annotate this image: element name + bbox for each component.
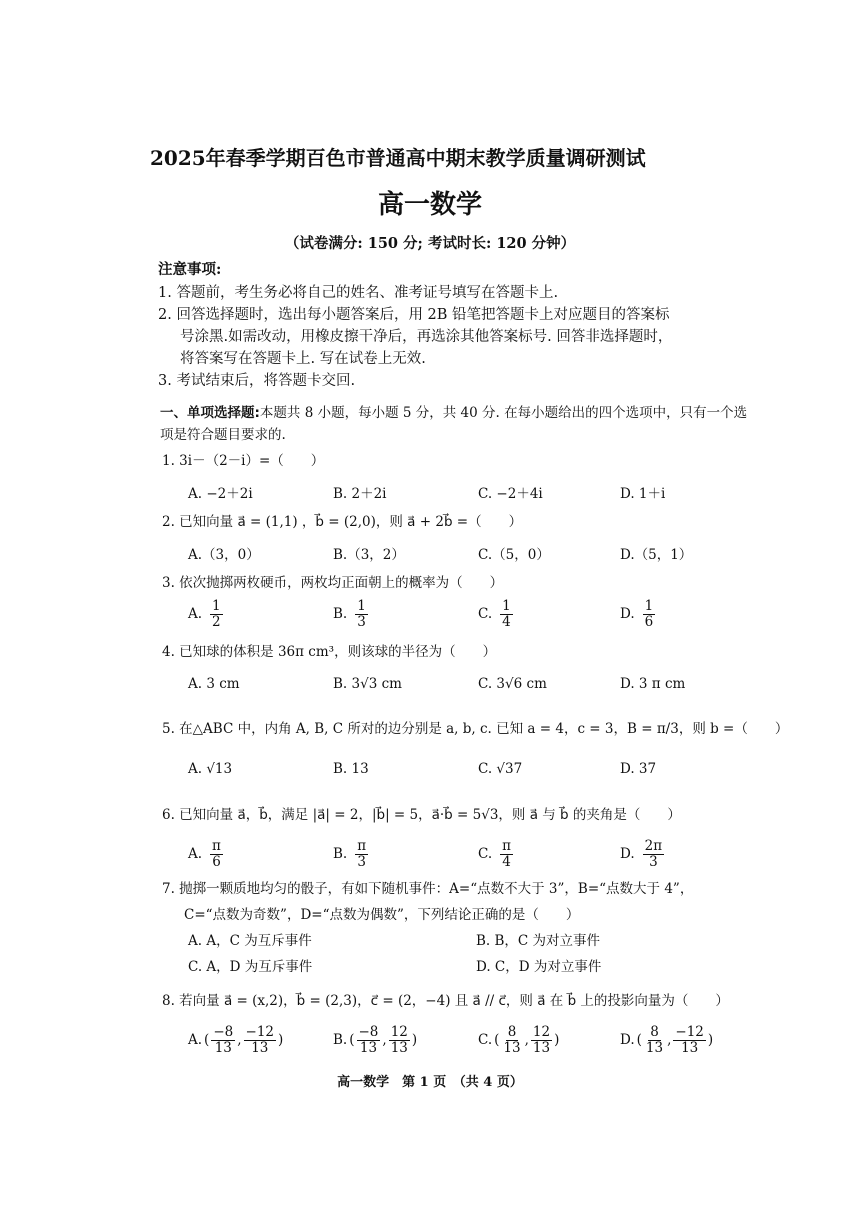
option: B. 3√3 cm bbox=[333, 676, 402, 692]
denominator: 3 bbox=[649, 853, 658, 870]
denominator: 6 bbox=[212, 853, 221, 870]
notice-list bbox=[158, 282, 758, 392]
option bbox=[478, 1018, 559, 1062]
denominator: 13 bbox=[251, 1039, 269, 1056]
numerator: π bbox=[357, 838, 367, 855]
notice-item: 号涂黑.如需改动，用橡皮擦干净后，再选涂其他答案标号. 回答非选择题时， bbox=[180, 329, 673, 345]
question-stem: 3. 依次抛掷两枚硬币，两枚均正面朝上的概率为（ ） bbox=[162, 575, 504, 591]
numerator: 8 bbox=[507, 1024, 517, 1041]
option-label: A. bbox=[188, 846, 203, 862]
numerator: π bbox=[502, 838, 512, 855]
denominator: 4 bbox=[502, 613, 511, 630]
numerator: 1 bbox=[357, 598, 366, 615]
question-stem-cont: C=“点数为奇数”，D=“点数为偶数”，下列结论正确的是（ ） bbox=[184, 907, 580, 923]
option: D. 3 π cm bbox=[620, 676, 686, 692]
option-label: D. bbox=[620, 1032, 635, 1048]
option bbox=[333, 592, 368, 636]
option: C. A，D 为互斥事件 bbox=[188, 959, 313, 975]
option: B.（3，2） bbox=[333, 547, 405, 563]
option: B. 13 bbox=[333, 761, 369, 777]
option: A.（3，0） bbox=[188, 547, 260, 563]
option bbox=[188, 832, 223, 876]
option bbox=[620, 1018, 713, 1062]
denominator: 13 bbox=[390, 1039, 408, 1056]
denominator: 13 bbox=[681, 1039, 699, 1056]
option-label: B. bbox=[333, 1032, 348, 1048]
notice-item: 2. 回答选择题时，选出每小题答案后，用 2B 铅笔把答题卡上对应题目的答案标 bbox=[158, 307, 670, 323]
fraction bbox=[644, 1025, 665, 1054]
option: B. B，C 为对立事件 bbox=[476, 933, 601, 949]
notice-item: 3. 考试结束后，将答题卡交回. bbox=[158, 373, 356, 389]
numerator: −8 bbox=[213, 1024, 234, 1041]
denominator: 6 bbox=[644, 613, 654, 630]
denominator: 13 bbox=[503, 1039, 521, 1056]
section-label: 一、单项选择题: bbox=[160, 405, 260, 421]
option-label: D. bbox=[620, 846, 635, 862]
numerator: 1 bbox=[212, 598, 221, 615]
option bbox=[478, 832, 513, 876]
option: A. √13 bbox=[188, 761, 233, 777]
fraction bbox=[355, 599, 368, 628]
paren: ) bbox=[411, 1032, 418, 1048]
paren: ( bbox=[349, 1032, 355, 1048]
denominator: 4 bbox=[502, 853, 511, 870]
option: D. 1＋i bbox=[620, 486, 666, 502]
numerator: −12 bbox=[245, 1024, 275, 1041]
option-label: A. bbox=[188, 1032, 203, 1048]
comma: , bbox=[667, 1032, 672, 1048]
options-row bbox=[188, 531, 748, 575]
fraction bbox=[210, 599, 223, 628]
denominator: 3 bbox=[357, 853, 366, 870]
fraction bbox=[500, 599, 513, 628]
option bbox=[620, 592, 655, 636]
notice-item: 将答案写在答题卡上. 写在试卷上无效. bbox=[180, 351, 426, 367]
options-row bbox=[188, 662, 748, 706]
options-row bbox=[188, 747, 748, 791]
denominator: 3 bbox=[357, 613, 366, 630]
option-label: B. bbox=[333, 846, 348, 862]
option bbox=[620, 832, 664, 876]
notice-item: 1. 答题前，考生务必将自己的姓名、准考证号填写在答题卡上. bbox=[158, 285, 559, 301]
fraction bbox=[673, 1025, 706, 1054]
denominator: 2 bbox=[212, 613, 221, 630]
option-label: C. bbox=[478, 1032, 493, 1048]
denominator: 13 bbox=[214, 1039, 232, 1056]
numerator: −8 bbox=[358, 1024, 379, 1041]
option: A. −2＋2i bbox=[188, 486, 253, 502]
numerator: π bbox=[212, 838, 221, 855]
option bbox=[333, 832, 368, 876]
options-row bbox=[188, 1018, 748, 1062]
option: A. 3 cm bbox=[188, 676, 240, 692]
paren: ( bbox=[204, 1032, 210, 1048]
fraction bbox=[357, 1025, 381, 1054]
subject-title: 高一数学 bbox=[377, 190, 482, 220]
option: B. 2＋2i bbox=[333, 486, 387, 502]
option: C.（5，0） bbox=[478, 547, 550, 563]
numerator: 8 bbox=[650, 1024, 659, 1041]
question-stem: 7. 抛掷一颗质地均匀的骰子，有如下随机事件：A=“点数不大于 3”，B=“点数大于 4”， bbox=[162, 881, 694, 897]
option-label: D. bbox=[620, 606, 635, 622]
fraction bbox=[500, 839, 513, 868]
numerator: −12 bbox=[675, 1024, 704, 1041]
numerator: 1 bbox=[502, 598, 511, 615]
fraction bbox=[531, 1025, 552, 1054]
option bbox=[478, 592, 513, 636]
paren: ( bbox=[494, 1032, 500, 1048]
paren: ) bbox=[554, 1032, 560, 1048]
paren: ( bbox=[636, 1032, 642, 1048]
section-heading bbox=[160, 402, 760, 446]
denominator: 13 bbox=[645, 1039, 664, 1056]
option: A. A，C 为互斥事件 bbox=[188, 933, 312, 949]
numerator: 1 bbox=[644, 598, 654, 615]
option: D. C，D 为对立事件 bbox=[476, 959, 602, 975]
paren: ) bbox=[707, 1032, 714, 1048]
question-stem: 8. 若向量 a⃗ = (x,2)，b⃗ = (2,3)，c⃗ = (2，−4) 且 a⃗ // c⃗，则 a⃗ 在 b⃗ 上的投影向量为（ ） bbox=[162, 993, 729, 1009]
fraction bbox=[643, 839, 664, 868]
numerator: 12 bbox=[390, 1024, 408, 1041]
option: D.（5，1） bbox=[620, 547, 693, 563]
notice-title: 注意事项: bbox=[158, 261, 222, 278]
question-stem: 5. 在△ABC 中，内角 A, B, C 所对的边分别是 a, b, c. 已知 a = 4，c = 3，B = π/3，则 b =（ ） bbox=[162, 721, 789, 737]
option: D. 37 bbox=[620, 761, 657, 777]
fraction bbox=[389, 1025, 410, 1054]
question-stem: 6. 已知向量 a⃗，b⃗，满足 |a⃗| = 2，|b⃗| = 5，a⃗·b⃗ = 5√3，则 a⃗ 与 b⃗ 的夹角是（ ） bbox=[162, 807, 681, 823]
fraction bbox=[355, 839, 368, 868]
numerator: 2π bbox=[644, 838, 663, 855]
exam-title: 2025年春季学期百色市普通高中期末教学质量调研测试 bbox=[150, 146, 646, 170]
option-label: A. bbox=[188, 606, 203, 622]
numerator: 12 bbox=[532, 1024, 551, 1041]
option bbox=[188, 1018, 283, 1062]
question-stem: 2. 已知向量 a⃗ = (1,1) ，b⃗ = (2,0)，则 a⃗ + 2b⃗ =（ ） bbox=[162, 514, 523, 530]
comma: , bbox=[524, 1032, 529, 1048]
section-text: 本题共 8 小题，每小题 5 分，共 40 分. 在每小题给出的四个选项中，只有一个选项是符合题目要求的. bbox=[160, 405, 748, 443]
option-label: B. bbox=[333, 606, 348, 622]
option: C. 3√6 cm bbox=[478, 676, 547, 692]
fraction bbox=[501, 1025, 522, 1054]
question-stem: 4. 已知球的体积是 36π cm³，则该球的半径为（ ） bbox=[162, 644, 497, 660]
fraction bbox=[211, 1025, 235, 1054]
options-row bbox=[188, 470, 748, 514]
option-label: C. bbox=[478, 846, 493, 862]
fraction bbox=[210, 839, 223, 868]
paren: ) bbox=[278, 1032, 284, 1048]
option-label: C. bbox=[478, 606, 493, 622]
options-row bbox=[188, 832, 748, 876]
denominator: 13 bbox=[532, 1039, 551, 1056]
exam-info: （试卷满分: 150 分; 考试时长: 120 分钟） bbox=[284, 235, 576, 252]
fraction bbox=[643, 599, 656, 628]
question-stem: 1. 3i－（2－i）=（ ） bbox=[162, 453, 325, 469]
option bbox=[188, 592, 223, 636]
page-footer: 高一数学 第 1 页 （共 4 页） bbox=[337, 1075, 523, 1090]
denominator: 13 bbox=[359, 1039, 378, 1056]
option: C. −2＋4i bbox=[478, 486, 543, 502]
fraction bbox=[244, 1025, 277, 1054]
comma: , bbox=[237, 1032, 242, 1048]
option bbox=[333, 1018, 417, 1062]
option: C. √37 bbox=[478, 761, 523, 777]
options-row bbox=[188, 592, 748, 636]
comma: , bbox=[382, 1032, 387, 1048]
